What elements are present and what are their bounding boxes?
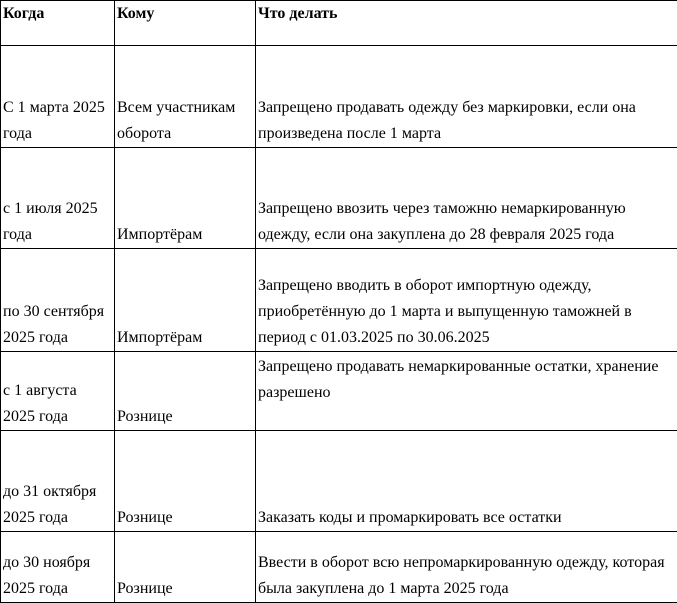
cell-whom: Импортёрам [115,249,256,352]
table-row [1,46,677,148]
cell-whom: Рознице [115,352,256,431]
cell-whom: Всем участникам оборота [115,46,256,148]
cell-what: Заказать коды и промаркировать все остатки [256,431,677,532]
table-row [1,352,677,431]
cell-whom: Рознице [115,532,256,603]
cell-when: до 30 ноября 2025 года [1,532,115,603]
table-row [1,532,677,603]
table-header-row [1,1,677,46]
cell-when: по 30 сентября 2025 года [1,249,115,352]
cell-whom: Импортёрам [115,148,256,249]
table-row [1,148,677,249]
cell-when: с 1 августа 2025 года [1,352,115,431]
cell-what: Запрещено ввозить через таможню немаркированную одежду, если она закуплена до 28 февраля 2025 года [256,148,677,249]
header-whom: Кому [115,1,256,46]
cell-whom: Рознице [115,431,256,532]
cell-what: Запрещено вводить в оборот импортную одежду, приобретённую до 1 марта и выпущенную таможней в период с 01.03.2025 по 30.06.2025 [256,249,677,352]
cell-when: С 1 марта 2025 года [1,46,115,148]
header-what: Что делать [256,1,677,46]
cell-what: Ввести в оборот всю непромаркированную одежду, которая была закуплена до 1 марта 2025 года [256,532,677,603]
table-row [1,249,677,352]
cell-when: до 31 октября 2025 года [1,431,115,532]
cell-what: Запрещено продавать одежду без маркировки, если она произведена после 1 марта [256,46,677,148]
cell-when: с 1 июля 2025 года [1,148,115,249]
header-when: Когда [1,1,115,46]
cell-what: Запрещено продавать немаркированные остатки, хранение разрешено [256,352,677,431]
table-row [1,431,677,532]
